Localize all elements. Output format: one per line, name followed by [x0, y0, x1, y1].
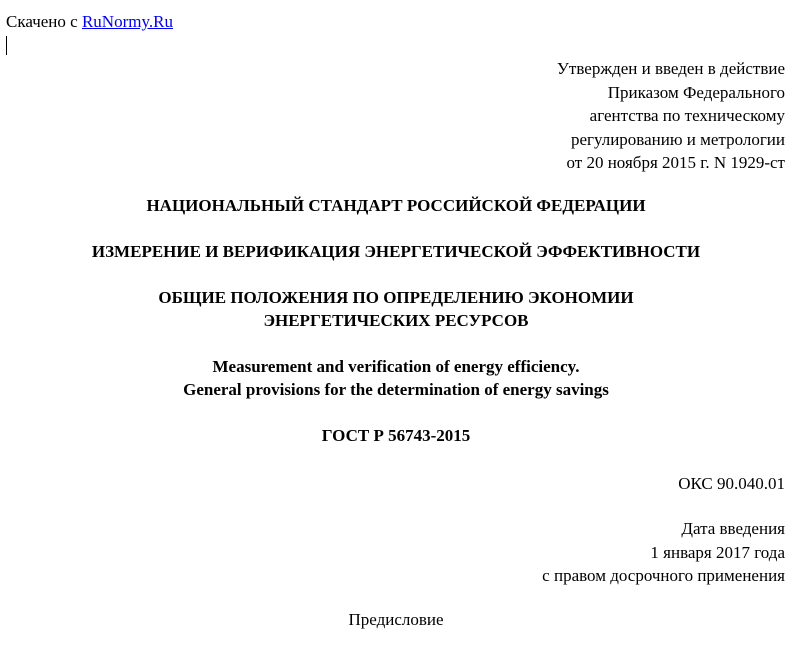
approval-line: агентства по техническому [589, 106, 785, 125]
introduction-date-block [542, 517, 785, 588]
preface-heading: Предисловие [348, 610, 444, 629]
approval-line: Утвержден и введен в действие [556, 59, 785, 78]
title-en-line: Measurement and verification of energy efficiency. [212, 357, 580, 376]
document-title-english [0, 355, 792, 401]
gost-number: ГОСТ Р 56743-2015 [321, 426, 471, 445]
source-line [6, 12, 173, 32]
introduction-line: с правом досрочного применения [542, 566, 785, 585]
standard-type-heading: НАЦИОНАЛЬНЫЙ СТАНДАРТ РОССИЙСКОЙ ФЕДЕРАЦИИ [146, 196, 646, 215]
title-sub-line: ЭНЕРГЕТИЧЕСКИХ РЕСУРСОВ [263, 311, 529, 330]
oks-code: ОКС 90.040.01 [678, 474, 785, 493]
runormy-link[interactable]: RuNormy.Ru [81, 12, 173, 31]
document-title-sub [0, 286, 792, 332]
approval-line: от 20 ноября 2015 г. N 1929-ст [566, 153, 785, 172]
text-cursor [6, 36, 7, 55]
approval-line: регулированию и метрологии [570, 129, 785, 149]
introduction-line: 1 января 2017 года [650, 542, 785, 562]
approval-block [557, 57, 785, 175]
approval-line: Приказом Федерального [607, 82, 785, 102]
document-title-main: ИЗМЕРЕНИЕ И ВЕРИФИКАЦИЯ ЭНЕРГЕТИЧЕСКОЙ ЭФФЕКТИВНОСТИ [91, 242, 701, 261]
source-prefix: Скачено с [6, 12, 82, 31]
title-sub-line: ОБЩИЕ ПОЛОЖЕНИЯ ПО ОПРЕДЕЛЕНИЮ ЭКОНОМИИ [158, 288, 634, 307]
title-en-line: General provisions for the determination of energy savings [183, 380, 609, 399]
introduction-line: Дата введения [681, 519, 785, 538]
